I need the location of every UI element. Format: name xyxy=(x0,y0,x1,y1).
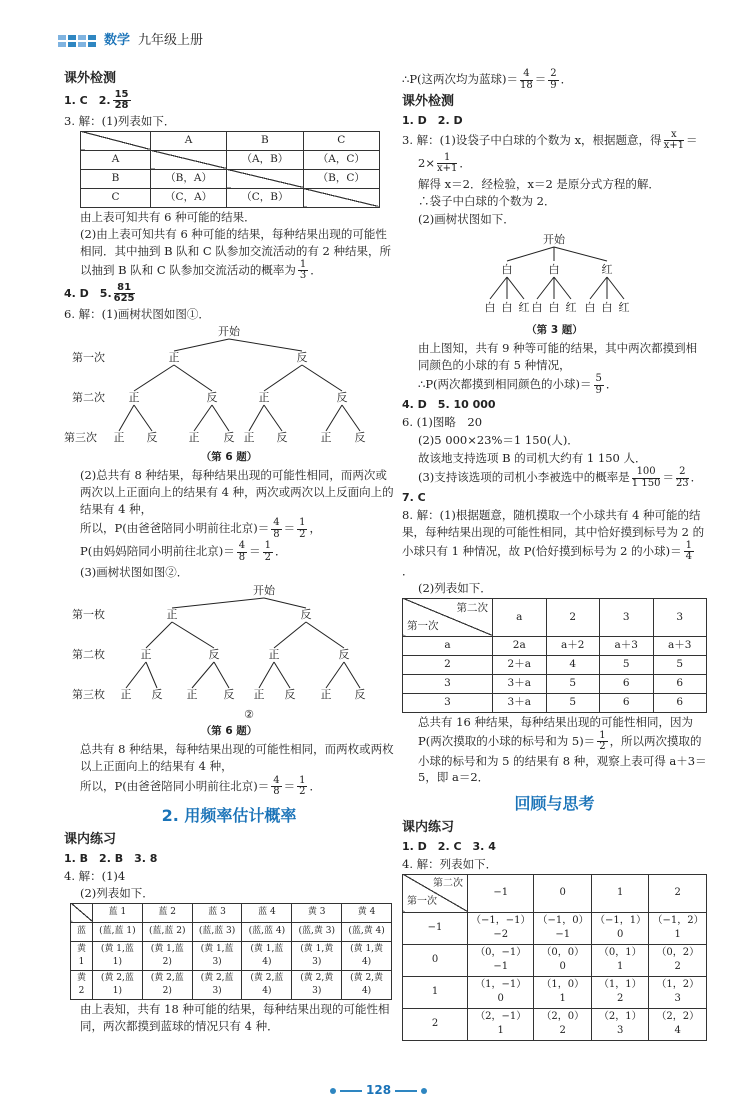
text-line: 由上表可知共有 6 种可能的结果． xyxy=(80,209,256,224)
header-subject: 数学 xyxy=(104,33,131,48)
svg-text:正: 正 xyxy=(168,351,180,365)
svg-text:白: 白 xyxy=(484,300,496,314)
text-line: (3)支持该选项的司机小李被选中的概率是 $\frac{100}{1 150}$ ＝ $\frac{2}{23}$ ． xyxy=(418,466,703,489)
svg-text:反: 反 xyxy=(296,351,308,365)
answer-line: 4. D 5. 10 000 xyxy=(402,398,496,412)
answer-line: 1. D 2. C 3. 4 xyxy=(402,839,496,853)
figure-caption: （第 6 题） xyxy=(200,451,258,464)
footer-dot-icon xyxy=(330,1088,336,1094)
svg-text:红: 红 xyxy=(565,300,577,314)
table-row: C （C，A） （C，B） xyxy=(81,188,380,207)
table-balls: 蓝 1 蓝 2 蓝 3 蓝 4 黄 3 黄 4 蓝 (蓝,蓝 1) (蓝,蓝 2) (蓝,蓝 3) (蓝,蓝 4) (蓝,黄 3) (蓝,黄 4) 黄 1 (黄 1,蓝 1) (黄 1,蓝 2) (黄 1,蓝 3) (黄 1,蓝 4) (黄 1,黄 3) (黄 1,黄 4) 黄 2 (黄 2,蓝 1) (黄 2,蓝 2) (黄 2,蓝 3) (黄 2,蓝 4) (黄 2,黄 3) (黄 2,黄 4) xyxy=(70,903,392,1000)
page-number: 128 xyxy=(366,1083,392,1097)
footer-dot-icon xyxy=(421,1088,427,1094)
svg-text:反: 反 xyxy=(223,688,235,702)
svg-text:反: 反 xyxy=(284,688,296,702)
text-line: ∴P(两次都摸到相同颜色的小球)＝ $\frac{5}{9}$ ． xyxy=(418,373,618,396)
text-line: (3)画树状图如图②． xyxy=(80,565,189,580)
figure-caption: （第 6 题） xyxy=(200,725,258,738)
header-logo-icon xyxy=(58,35,96,47)
answer-line: 1. B 2. B 3. 8 xyxy=(64,851,158,865)
tree-row-label: 第一枚 xyxy=(72,608,105,622)
header-grade: 九年级上册 xyxy=(138,33,204,48)
table-pairs: 第二次 第一次 −1 0 1 2 −1 （−1，−1） −2 （−1，0） −1 （−1，1） 0 （−1，2） 1 0 （0，−1） −1 （0，0） 0 （0，1） 1 （0，2） 2 1 （1，−1） 0 （1，0） 1 （1，1） 2 （1，2） 3 2 （2，−1） 1 （2，0） 2 （2，1） 3 （2，2） 4 xyxy=(402,874,707,1041)
svg-text:反: 反 xyxy=(336,391,348,405)
svg-text:反: 反 xyxy=(354,688,366,702)
table-row: −1 （−1，−1） −2 （−1，0） −1 （−1，1） 0 （−1，2） 1 xyxy=(403,912,707,944)
table-sum: 第二次 第一次 a 2 3 3 a 2a a＋2 a＋3 a＋3 2 2＋a 4 5 5 3 3＋a 5 6 6 3 3＋a 5 6 6 xyxy=(402,598,707,713)
chapter-title: 回顾与思考 xyxy=(514,793,595,813)
table-header-cell: B xyxy=(227,131,303,150)
table-row: 黄 2 (黄 2,蓝 1) (黄 2,蓝 2) (黄 2,蓝 3) (黄 2,蓝 4) (黄 2,黄 3) (黄 2,黄 4) xyxy=(71,971,392,1000)
svg-text:白: 白 xyxy=(501,300,513,314)
svg-text:正: 正 xyxy=(128,391,140,405)
table-teams xyxy=(80,131,380,208)
text-line: ∴P(这两次均为蓝球)＝ $\frac{4}{18}$ ＝ $\frac{2}{9}$ ． xyxy=(402,68,573,91)
svg-text:正: 正 xyxy=(253,688,265,702)
text-paragraph: 总共有 16 种结果，每种结果出现的可能性相同，因为 P(两次摸取的小球的标号和为 5)＝ $\frac{1}{2}$ ，所以两次摸取的小球的标号和为 5 的结果有 8 种，观察上表可得 a＋3＝5，即 a＝2． xyxy=(418,714,707,785)
answer-line: 1. D 2. D xyxy=(402,113,463,127)
right-column xyxy=(402,68,707,1041)
table-row: 1 （1，−1） 0 （1，0） 1 （1，1） 2 （1，2） 3 xyxy=(403,976,707,1008)
question-8: 8. 解：(1)根据题意，随机摸取一个小球共有 4 种可能的结果，每种结果出现的可能性相同，其中恰好摸到标号为 2 的小球只有 1 种情况，故 P(恰好摸到标号为 2 的小球)＝ $\frac{1}{4}$ ． xyxy=(402,508,705,578)
section-title: 课外检测 xyxy=(402,94,455,109)
text-line: 解得 x＝2．经检验，x＝2 是原分式方程的解． xyxy=(418,176,660,191)
svg-text:正: 正 xyxy=(268,648,280,662)
svg-text:正: 正 xyxy=(243,431,255,445)
section-title: 课内练习 xyxy=(402,820,455,836)
svg-text:白: 白 xyxy=(601,300,613,314)
svg-text:正: 正 xyxy=(320,431,332,445)
text-paragraph: 由上图知，共有 9 种等可能的结果，其中两次都摸到相同颜色的小球的有 5 种情况， xyxy=(418,341,698,372)
chapter-title: 2. 用频率估计概率 xyxy=(161,805,297,825)
svg-text:白: 白 xyxy=(531,300,543,314)
text-line: (2)画树状图如下． xyxy=(418,212,515,227)
svg-text:反: 反 xyxy=(151,688,163,702)
svg-text:正: 正 xyxy=(186,688,198,702)
svg-text:正: 正 xyxy=(166,608,178,622)
text-line: (2)列表如下． xyxy=(418,581,492,596)
text-line: (2)5 000×23%＝1 150(人)． xyxy=(418,432,579,447)
answer-line: 7. C xyxy=(402,491,426,505)
footer-line-icon xyxy=(340,1090,362,1092)
table-row: 3 3＋a 5 6 6 xyxy=(403,693,707,712)
svg-text:红: 红 xyxy=(618,300,630,314)
question-6: 6. (1)图略 20 xyxy=(402,415,483,430)
figure-label: ② xyxy=(244,708,254,722)
tree-row-label: 第三次 xyxy=(64,431,97,445)
table-header-cell: C xyxy=(303,131,379,150)
text-line: ∴袋子中白球的个数为 2． xyxy=(418,194,556,209)
tree-diagram-1 xyxy=(64,323,394,448)
tree-start: 开始 xyxy=(543,232,565,246)
svg-text:白: 白 xyxy=(548,262,560,276)
tree-row-label: 第三枚 xyxy=(72,688,105,702)
svg-text:正: 正 xyxy=(120,688,132,702)
svg-text:白: 白 xyxy=(548,300,560,314)
svg-text:反: 反 xyxy=(276,431,288,445)
svg-text:白: 白 xyxy=(501,262,513,276)
svg-text:正: 正 xyxy=(188,431,200,445)
text-line: 2× $\frac{1}{x+1}$ ． xyxy=(418,151,471,175)
text-line: P(由妈妈陪同小明前往北京)＝ $\frac{4}{8}$ ＝ $\frac{1}{2}$ ． xyxy=(80,540,287,563)
svg-text:正: 正 xyxy=(258,391,270,405)
svg-text:反: 反 xyxy=(223,431,235,445)
question-3: 3. 解：(1)列表如下． xyxy=(64,113,176,128)
figure-caption: （第 3 题） xyxy=(526,323,583,336)
tree-row-label: 第一次 xyxy=(72,351,105,365)
question-3: 3. 解：(1)设袋子中白球的个数为 x，根据题意，得 $\frac{x}{x+1}$ ＝ xyxy=(402,128,698,152)
footer-line-icon xyxy=(395,1090,417,1092)
svg-text:正: 正 xyxy=(320,688,332,702)
text-line: 所以，P(由爸爸陪同小明前往北京)＝ $\frac{4}{8}$ ＝ $\frac{1}{2}$ ． xyxy=(80,774,321,798)
page-footer xyxy=(330,1082,427,1099)
table-row: 2 （2，−1） 1 （2，0） 2 （2，1） 3 （2，2） 4 xyxy=(403,1008,707,1040)
svg-text:红: 红 xyxy=(518,300,530,314)
svg-text:反: 反 xyxy=(354,431,366,445)
table-row: 3 3＋a 5 6 6 xyxy=(403,674,707,693)
text-paragraph: (2)由上表可知共有 6 种可能的结果，每种结果出现的可能性相同．其中抽到 B 队和 C 队参加交流活动的有 2 种结果，所以抽到 B 队和 C 队参加交流活动的概率为 $\frac{1}{3}$ ． xyxy=(80,227,391,282)
section-title: 课外检测 xyxy=(64,71,117,86)
svg-text:反: 反 xyxy=(206,391,218,405)
tree-diagram-3 xyxy=(402,229,707,321)
table-row: 0 （0，−1） −1 （0，0） 0 （0，1） 1 （0，2） 2 xyxy=(403,944,707,976)
table-row: a 2a a＋2 a＋3 a＋3 xyxy=(403,636,707,655)
text-paragraph: (2)总共有 8 种结果，每种结果出现的可能性相同，而两次或两次以上正面向上的结果有 4 种，两次或两次以上反面向上的结果有 4 种， xyxy=(80,468,394,516)
question-4: 4. 解：列表如下． xyxy=(402,856,498,871)
svg-text:白: 白 xyxy=(584,300,596,314)
section-title: 课内练习 xyxy=(64,831,117,847)
question-4: 4. 解：(1)4 xyxy=(64,868,126,883)
tree-row-label: 第二枚 xyxy=(72,648,105,662)
tree-start: 开始 xyxy=(218,325,240,339)
text-line: (2)列表如下． xyxy=(80,886,154,901)
tree-row-label: 第二次 xyxy=(72,391,105,405)
table-row: B （B，A） （B，C） xyxy=(81,169,380,188)
svg-text:正: 正 xyxy=(113,431,125,445)
text-paragraph: 由上表知，共有 18 种可能的结果，每种结果出现的可能性相同，两次都摸到蓝球的情况只有 4 种． xyxy=(80,1002,390,1033)
answer-line: 1. C 2. $\frac{15}{28}$ xyxy=(64,88,129,112)
svg-text:反: 反 xyxy=(300,608,312,622)
table-row: 2 2＋a 4 5 5 xyxy=(403,655,707,674)
svg-text:反: 反 xyxy=(208,648,220,662)
svg-text:红: 红 xyxy=(601,262,613,276)
table-row: 蓝 (蓝,蓝 1) (蓝,蓝 2) (蓝,蓝 3) (蓝,蓝 4) (蓝,黄 3) (蓝,黄 4) xyxy=(71,922,392,941)
text-line: 所以，P(由爸爸陪同小明前往北京)＝ $\frac{4}{8}$ ＝ $\frac{1}{2}$ ， xyxy=(80,517,321,540)
text-paragraph: 总共有 8 种结果，每种结果出现的可能性相同，而两枚或两枚以上正面向上的结果有 4 种， xyxy=(80,742,394,773)
table-row: A （A，B） （A，C） xyxy=(81,150,380,169)
tree-start: 开始 xyxy=(253,584,275,598)
tree-diagram-2 xyxy=(64,582,394,722)
table-header-cell: A xyxy=(151,131,227,150)
svg-text:正: 正 xyxy=(140,648,152,662)
left-column xyxy=(64,68,394,1036)
text-line: 故该地支持选项 B 的司机大约有 1 150 人． xyxy=(418,450,647,465)
svg-text:反: 反 xyxy=(146,431,158,445)
answer-line: 4. D 5. $\frac{81}{625}$ xyxy=(64,281,135,305)
question-6: 6. 解：(1)画树状图如图①． xyxy=(64,306,210,321)
svg-text:反: 反 xyxy=(338,648,350,662)
table-row: 黄 1 (黄 1,蓝 1) (黄 1,蓝 2) (黄 1,蓝 3) (黄 1,蓝 4) (黄 1,黄 3) (黄 1,黄 4) xyxy=(71,941,392,970)
page-header xyxy=(58,32,203,51)
